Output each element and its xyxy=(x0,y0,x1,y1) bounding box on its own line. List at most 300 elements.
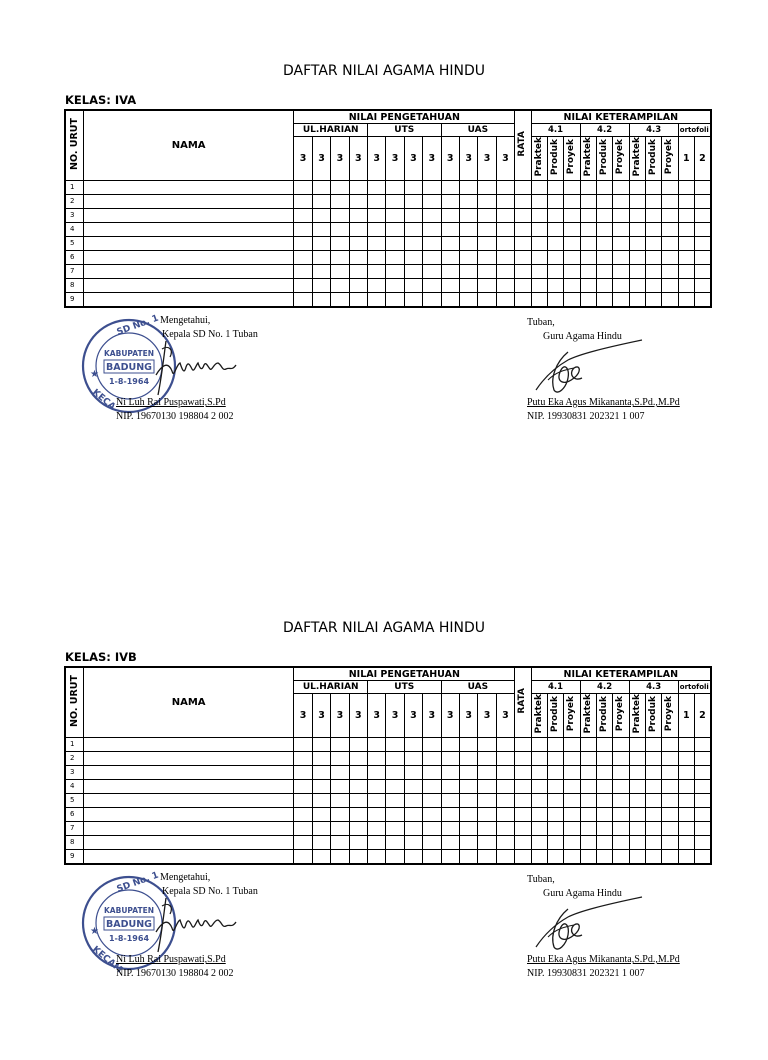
grade-cell xyxy=(662,807,678,821)
grade-cell xyxy=(331,194,349,208)
grade-cell xyxy=(496,849,514,864)
grade-cell xyxy=(531,180,547,194)
grade-cell xyxy=(349,236,367,250)
grade-cell xyxy=(596,180,612,194)
uas-digit: 3 xyxy=(478,137,496,181)
produk-header: Produk xyxy=(596,694,612,738)
grade-cell xyxy=(312,765,330,779)
grade-cell xyxy=(547,194,563,208)
grade-cell xyxy=(404,222,422,236)
grade-cell xyxy=(331,278,349,292)
grade-cell xyxy=(478,292,496,307)
grade-cell xyxy=(629,236,645,250)
grade-cell xyxy=(564,849,580,864)
nama-cell xyxy=(83,180,294,194)
grade-cell xyxy=(294,208,312,222)
grade-cell xyxy=(629,180,645,194)
grade-cell xyxy=(459,278,477,292)
grade-cell xyxy=(564,821,580,835)
grade-cell xyxy=(515,835,531,849)
grade-cell xyxy=(496,737,514,751)
grade-cell xyxy=(645,236,661,250)
row-number: 6 xyxy=(65,807,83,821)
grade-cell xyxy=(580,835,596,849)
grade-section xyxy=(0,620,768,1060)
grade-cell xyxy=(613,793,629,807)
no-urut-header: NO. URUT xyxy=(65,110,83,180)
portofolio-header: ortofoli xyxy=(678,124,711,137)
grade-cell xyxy=(441,779,459,793)
grade-cell xyxy=(678,236,694,250)
uts-digit: 3 xyxy=(404,694,422,738)
headmaster-nip: NIP. 19670130 198804 2 002 xyxy=(116,411,234,422)
grade-cell xyxy=(629,264,645,278)
grade-cell xyxy=(404,849,422,864)
grade-cell xyxy=(629,751,645,765)
portofolio-2-header: 2 xyxy=(694,694,711,738)
grade-cell xyxy=(694,793,711,807)
grade-cell xyxy=(515,751,531,765)
nama-cell xyxy=(83,793,294,807)
grade-cell xyxy=(580,278,596,292)
grade-cell xyxy=(564,793,580,807)
grade-cell xyxy=(423,751,441,765)
grade-cell xyxy=(662,250,678,264)
grade-cell xyxy=(478,737,496,751)
grade-cell xyxy=(564,835,580,849)
grade-cell xyxy=(349,807,367,821)
grade-cell xyxy=(312,849,330,864)
stamp-date: 1-8-1964 xyxy=(108,377,150,386)
row-number: 3 xyxy=(65,208,83,222)
grade-cell xyxy=(459,779,477,793)
grade-cell xyxy=(694,835,711,849)
grade-cell xyxy=(678,821,694,835)
grade-cell xyxy=(459,292,477,307)
table-row xyxy=(65,835,711,849)
grade-cell xyxy=(678,292,694,307)
grade-cell xyxy=(312,807,330,821)
grade-cell xyxy=(662,194,678,208)
grade-cell xyxy=(629,849,645,864)
row-number: 7 xyxy=(65,264,83,278)
praktek-header: Praktek xyxy=(580,137,596,181)
ph-digit: 3 xyxy=(294,137,312,181)
grade-cell xyxy=(294,835,312,849)
class-label: KELAS: IVB xyxy=(65,650,137,664)
grade-cell xyxy=(515,779,531,793)
grade-cell xyxy=(547,793,563,807)
row-number: 8 xyxy=(65,835,83,849)
grade-cell xyxy=(294,765,312,779)
grade-cell xyxy=(349,180,367,194)
grade-cell xyxy=(367,222,385,236)
grade-cell xyxy=(613,180,629,194)
grade-cell xyxy=(613,292,629,307)
grade-cell xyxy=(645,807,661,821)
nama-cell xyxy=(83,222,294,236)
grade-cell xyxy=(678,765,694,779)
grade-cell xyxy=(312,222,330,236)
grade-cell xyxy=(564,236,580,250)
headmaster-signature-block xyxy=(120,871,258,899)
grade-cell xyxy=(312,180,330,194)
grade-cell xyxy=(678,194,694,208)
portofolio-header: ortofoli xyxy=(678,681,711,694)
grade-cell xyxy=(441,292,459,307)
row-number: 3 xyxy=(65,765,83,779)
grade-cell xyxy=(580,236,596,250)
grade-cell xyxy=(547,765,563,779)
grade-cell xyxy=(294,849,312,864)
grade-cell xyxy=(515,222,531,236)
grade-cell xyxy=(613,264,629,278)
star-icon: ★ xyxy=(90,369,99,380)
grade-cell xyxy=(386,751,404,765)
grade-cell xyxy=(331,751,349,765)
grade-cell xyxy=(459,264,477,278)
proyek-header: Proyek xyxy=(613,694,629,738)
grade-cell xyxy=(349,292,367,307)
grade-cell xyxy=(478,779,496,793)
grade-cell xyxy=(459,849,477,864)
grade-cell xyxy=(564,278,580,292)
grade-cell xyxy=(662,236,678,250)
grade-cell xyxy=(678,264,694,278)
row-number: 5 xyxy=(65,793,83,807)
grade-cell xyxy=(662,208,678,222)
grade-cell xyxy=(349,737,367,751)
grade-cell xyxy=(496,264,514,278)
teacher-name-block xyxy=(527,396,680,424)
grade-cell xyxy=(404,737,422,751)
ph-digit: 3 xyxy=(294,694,312,738)
grade-cell xyxy=(441,835,459,849)
grade-cell xyxy=(496,807,514,821)
nama-cell xyxy=(83,821,294,835)
grade-cell xyxy=(531,821,547,835)
grade-cell xyxy=(629,222,645,236)
table-row xyxy=(65,208,711,222)
uts-header: UTS xyxy=(367,681,441,694)
grade-cell xyxy=(515,793,531,807)
grade-cell xyxy=(331,779,349,793)
grade-cell xyxy=(694,180,711,194)
grade-cell xyxy=(662,751,678,765)
grade-cell xyxy=(580,250,596,264)
grade-cell xyxy=(580,292,596,307)
grade-cell xyxy=(478,208,496,222)
grade-cell xyxy=(645,194,661,208)
table-row xyxy=(65,779,711,793)
grade-cell xyxy=(564,250,580,264)
grade-cell xyxy=(386,793,404,807)
praktek-header: Praktek xyxy=(580,694,596,738)
grade-cell xyxy=(349,793,367,807)
grade-cell xyxy=(564,194,580,208)
grade-cell xyxy=(531,292,547,307)
ph-digit: 3 xyxy=(349,694,367,738)
grade-cell xyxy=(367,180,385,194)
grade-cell xyxy=(496,208,514,222)
grade-cell xyxy=(386,278,404,292)
grade-cell xyxy=(580,208,596,222)
grade-cell xyxy=(694,222,711,236)
grade-cell xyxy=(478,793,496,807)
grade-cell xyxy=(596,222,612,236)
headmaster-signature-block xyxy=(120,314,258,342)
grade-cell xyxy=(423,180,441,194)
grade-cell xyxy=(367,751,385,765)
grade-cell xyxy=(312,292,330,307)
grade-cell xyxy=(349,765,367,779)
grade-cell xyxy=(367,250,385,264)
grade-cell xyxy=(645,751,661,765)
grade-cell xyxy=(367,835,385,849)
grade-cell xyxy=(645,779,661,793)
teacher-nip: NIP. 19930831 202321 1 007 xyxy=(527,411,645,422)
grade-cell xyxy=(662,779,678,793)
proyek-header: Proyek xyxy=(662,137,678,181)
grade-cell xyxy=(596,849,612,864)
uts-digit: 3 xyxy=(386,694,404,738)
proyek-header: Proyek xyxy=(662,694,678,738)
grade-cell xyxy=(331,292,349,307)
grade-cell xyxy=(645,250,661,264)
grade-cell xyxy=(547,250,563,264)
stamp-kabupaten: KABUPATEN xyxy=(104,906,154,915)
grade-cell xyxy=(367,807,385,821)
table-row xyxy=(65,180,711,194)
grade-cell xyxy=(596,793,612,807)
teacher-name: Putu Eka Agus Mikananta,S.Pd.,M.Pd xyxy=(527,954,680,965)
grade-cell xyxy=(367,236,385,250)
grade-cell xyxy=(404,779,422,793)
grade-cell xyxy=(331,250,349,264)
grade-cell xyxy=(478,264,496,278)
nama-cell xyxy=(83,264,294,278)
grade-cell xyxy=(662,835,678,849)
stamp-top-text: SD No. 1 xyxy=(115,870,161,895)
kd-41-header: 4.1 xyxy=(531,681,580,694)
row-number: 9 xyxy=(65,849,83,864)
headmaster-name-block xyxy=(116,396,234,424)
grade-cell xyxy=(423,765,441,779)
grade-cell xyxy=(441,807,459,821)
uts-digit: 3 xyxy=(386,137,404,181)
grade-cell xyxy=(515,737,531,751)
row-number: 9 xyxy=(65,292,83,307)
grade-cell xyxy=(547,278,563,292)
grade-cell xyxy=(441,180,459,194)
grade-cell xyxy=(662,765,678,779)
grade-cell xyxy=(423,208,441,222)
grade-cell xyxy=(459,236,477,250)
row-number: 1 xyxy=(65,737,83,751)
grade-cell xyxy=(459,737,477,751)
grade-cell xyxy=(662,821,678,835)
grade-cell xyxy=(531,751,547,765)
grade-cell xyxy=(294,264,312,278)
uas-header: UAS xyxy=(441,124,515,137)
grade-cell xyxy=(629,250,645,264)
grade-cell xyxy=(547,222,563,236)
grade-cell xyxy=(404,208,422,222)
grade-cell xyxy=(404,236,422,250)
mengetahui-text: Mengetahui, xyxy=(160,872,211,883)
grade-cell xyxy=(294,793,312,807)
grade-cell xyxy=(645,737,661,751)
teacher-signature xyxy=(534,338,644,398)
grade-cell xyxy=(496,751,514,765)
grade-cell xyxy=(580,222,596,236)
portofolio-2-header: 2 xyxy=(694,137,711,181)
ph-digit: 3 xyxy=(349,137,367,181)
nama-cell xyxy=(83,807,294,821)
teacher-title: Guru Agama Hindu xyxy=(543,331,622,342)
grade-cell xyxy=(331,849,349,864)
headmaster-title: Kepala SD No. 1 Tuban xyxy=(162,886,258,897)
ph-digit: 3 xyxy=(312,137,330,181)
grade-cell xyxy=(564,180,580,194)
grade-cell xyxy=(294,751,312,765)
nama-cell xyxy=(83,737,294,751)
kd-42-header: 4.2 xyxy=(580,124,629,137)
grade-cell xyxy=(596,292,612,307)
uts-digit: 3 xyxy=(367,137,385,181)
produk-header: Produk xyxy=(596,137,612,181)
grade-cell xyxy=(629,278,645,292)
grade-cell xyxy=(312,793,330,807)
grade-cell xyxy=(367,292,385,307)
produk-header: Produk xyxy=(645,694,661,738)
uts-header: UTS xyxy=(367,124,441,137)
nama-cell xyxy=(83,194,294,208)
grade-cell xyxy=(478,821,496,835)
grade-cell xyxy=(547,821,563,835)
grade-cell xyxy=(596,807,612,821)
grade-cell xyxy=(547,779,563,793)
grade-cell xyxy=(331,835,349,849)
grade-cell xyxy=(531,779,547,793)
table-row xyxy=(65,751,711,765)
grade-cell xyxy=(515,208,531,222)
table-row xyxy=(65,807,711,821)
nama-cell xyxy=(83,779,294,793)
grade-cell xyxy=(386,821,404,835)
stamp-date: 1-8-1964 xyxy=(108,934,150,943)
grade-cell xyxy=(613,737,629,751)
row-number: 2 xyxy=(65,751,83,765)
table-row xyxy=(65,236,711,250)
grade-cell xyxy=(564,751,580,765)
uas-digit: 3 xyxy=(496,137,514,181)
grade-cell xyxy=(645,208,661,222)
row-number: 1 xyxy=(65,180,83,194)
grade-cell xyxy=(367,737,385,751)
grade-cell xyxy=(629,793,645,807)
grade-cell xyxy=(423,278,441,292)
grade-cell xyxy=(441,278,459,292)
grade-cell xyxy=(441,751,459,765)
praktek-header: Praktek xyxy=(629,137,645,181)
grade-cell xyxy=(515,236,531,250)
ul-harian-header: UL.HARIAN xyxy=(294,681,368,694)
grade-cell xyxy=(580,807,596,821)
grade-cell xyxy=(423,849,441,864)
grade-cell xyxy=(386,835,404,849)
grade-cell xyxy=(547,180,563,194)
grade-cell xyxy=(678,849,694,864)
grade-cell xyxy=(580,821,596,835)
grade-cell xyxy=(478,849,496,864)
grade-cell xyxy=(367,821,385,835)
grade-cell xyxy=(294,779,312,793)
ph-digit: 3 xyxy=(331,694,349,738)
grade-cell xyxy=(580,793,596,807)
table-row xyxy=(65,849,711,864)
grade-cell xyxy=(441,737,459,751)
grade-cell xyxy=(478,250,496,264)
grade-cell xyxy=(580,751,596,765)
grade-cell xyxy=(294,180,312,194)
grade-cell xyxy=(367,849,385,864)
grade-cell xyxy=(312,208,330,222)
grade-cell xyxy=(694,779,711,793)
grade-cell xyxy=(596,821,612,835)
grade-cell xyxy=(459,835,477,849)
document-title: DAFTAR NILAI AGAMA HINDU xyxy=(282,620,486,636)
grade-cell xyxy=(596,779,612,793)
grade-cell xyxy=(596,751,612,765)
grade-cell xyxy=(515,278,531,292)
grade-cell xyxy=(629,807,645,821)
nama-header: NAMA xyxy=(83,110,294,180)
ph-digit: 3 xyxy=(312,694,330,738)
grade-cell xyxy=(459,807,477,821)
grade-cell xyxy=(629,779,645,793)
row-number: 4 xyxy=(65,779,83,793)
uts-digit: 3 xyxy=(423,137,441,181)
grade-cell xyxy=(547,264,563,278)
grade-cell xyxy=(694,737,711,751)
grade-cell xyxy=(694,236,711,250)
grade-cell xyxy=(404,292,422,307)
grade-cell xyxy=(613,222,629,236)
grade-cell xyxy=(423,807,441,821)
nama-cell xyxy=(83,835,294,849)
grade-cell xyxy=(531,264,547,278)
grade-cell xyxy=(694,849,711,864)
grade-cell xyxy=(531,737,547,751)
grade-cell xyxy=(662,793,678,807)
grade-cell xyxy=(613,765,629,779)
grade-cell xyxy=(613,250,629,264)
grade-cell xyxy=(423,292,441,307)
grade-cell xyxy=(312,821,330,835)
grade-cell xyxy=(423,821,441,835)
grade-cell xyxy=(564,222,580,236)
grade-cell xyxy=(423,194,441,208)
grade-cell xyxy=(478,180,496,194)
no-urut-header: NO. URUT xyxy=(65,667,83,737)
grade-cell xyxy=(613,807,629,821)
grade-cell xyxy=(367,779,385,793)
nama-cell xyxy=(83,292,294,307)
grade-cell xyxy=(629,821,645,835)
grade-cell xyxy=(367,264,385,278)
grade-cell xyxy=(596,264,612,278)
